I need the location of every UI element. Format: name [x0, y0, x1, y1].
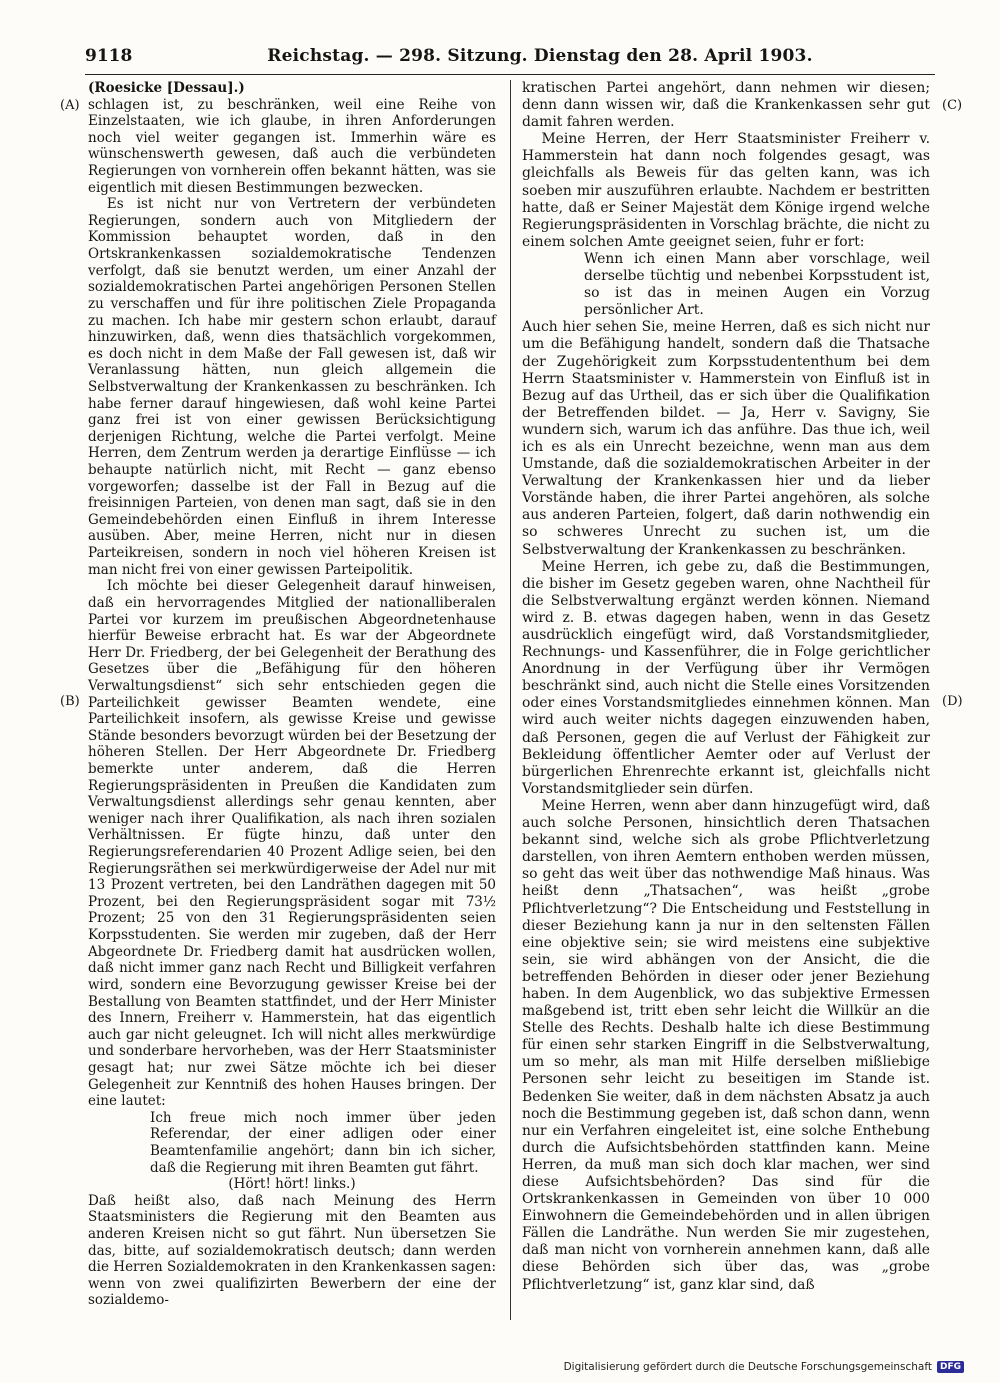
- right-paragraph-2: Meine Herren, der Herr Staatsminister Freiherr v. Hammerstein hat dann noch folgendes gesagt, was gleichfalls als Beweis für das gelten kann, was ich soeben mir auszuführen erlaubte. Nachdem er bestritten hatte, daß er Seiner Majestät dem Könige irgend welche Regierungspräsidenten in Vorschlag brächte, die nicht zu einem solchen Amte geeignet seien, fuhr er fort:: [522, 131, 930, 250]
- margin-mark-c: (C): [942, 98, 963, 113]
- footer: [564, 1361, 964, 1373]
- left-paragraph-1: schlagen ist, zu beschränken, weil eine Reihe von Einzelstaaten, wie ich glaube, in ihren Anforderungen noch viel weiter gegangen ist. Immerhin wäre es wünschenswerth gewesen, daß auch die verbündeten Regierungen von vornherein offen bekannt hätten, was sie eigentlich mit diesen Bestimmungen bezwecken.: [88, 96, 496, 196]
- left-column: [88, 80, 496, 1309]
- margin-mark-a: (A): [60, 98, 80, 113]
- page-header: [85, 46, 935, 72]
- column-divider: [510, 80, 511, 1320]
- right-paragraph-5: Meine Herren, wenn aber dann hinzugefügt wird, daß auch solche Personen, hinsichtlich deren Thatsachen bekannt sind, welche sich als grobe Pflichtverletzung darstellen, von ihren Aemtern enthoben werden müssen, so geht das weit über das nothwendige Maß hinaus. Was heißt denn „Thatsachen“, was heißt „grobe Pflichtverletzung“? Die Entscheidung und Feststellung in dieser Beziehung kann ja nur in den seltensten Fällen eine objektive sein; sie wird meistens eine subjektive sein, sie wird abhängen von der Ansicht, die die betreffenden Behörden in dieser oder jener Beziehung haben. In dem Augenblick, wo das subjektive Ermessen maßgebend ist, tritt eben sehr leicht die Willkür an die Stelle des Rechts. Deshalb halte ich diese Bestimmung für einen sehr starken Eingriff in die Selbstverwaltung, um so mehr, als man mit Hilfe derselben mißliebige Personen sehr leicht zu beseitigen im Stande ist. Bedenken Sie weiter, daß in dem nächsten Absatz ja auch noch die Bestimmung gegeben ist, daß schon dann, wenn nur ein Verfahren eingeleitet ist, eine solche Enthebung durch die Aufsichtsbehörden stattfinden kann. Meine Herren, da muß man sich doch klar machen, wer sind diese Aufsichtsbehörden? Das sind für die Ortskrankenkassen in Gemeinden von über 10 000 Einwohnern die Gemeindebehörden und in allen übrigen Fällen die Landräthe. Nun werden Sie mir zugestehen, daß man nicht von vornherein annehmen kann, daß alle diese Behörden sich über das, was „grobe Pflichtverletzung“ ist, ganz klar sind, daß: [522, 797, 930, 1293]
- speaker-label: (Roesicke [Dessau].): [88, 80, 245, 96]
- footer-text: Digitalisierung gefördert durch die Deutsche Forschungsgemeinschaft: [563, 1361, 932, 1373]
- interjection: (Hört! hört! links.): [228, 1176, 356, 1193]
- right-paragraph-4: Meine Herren, ich gebe zu, daß die Bestimmungen, die bisher im Gesetz gegeben waren, ohne Nachtheil für die Selbstverwaltung ergänzt werden können. Niemand wird z. B. etwas dagegen haben, wenn in das Gesetz ausdrücklich eingefügt wird, daß Vorstandsmitglieder, Rechnungs- und Kassenführer, die in Folge gerichtlicher Anordnung in der Verfügung über ihr Vermögen beschränkt sind, auch nicht die Stelle eines Vorsitzenden oder eines Vorstandsmitgliedes einnehmen können. Man wird auch weiter nichts dagegen einzuwenden haben, daß Personen, gegen die auf Verlust der Fähigkeit zur Bekleidung öffentlicher Aemter oder auf Verlust der bürgerlichen Ehrenrechte erkannt ist, gleichfalls nicht Vorstandsmitglieder sein dürfen.: [522, 558, 930, 797]
- margin-mark-d: (D): [942, 694, 963, 709]
- left-paragraph-2: Es ist nicht nur von Vertretern der verbündeten Regierungen, sondern auch von Mitgliedern der Kommission behauptet worden, daß in den Ortskrankenkassen sozialdemokratische Tendenzen verfolgt, daß sie benutzt werden, um einer Anzahl der sozialdemokratischen Partei angehörigen Personen Stellen zu verschaffen und für ihre politischen Ziele Propaganda zu machen. Ich habe mir gestern schon erlaubt, darauf hinzuwirken, daß, wenn dies thatsächlich vorgekommen, es doch nicht in dem Maße der Fall gewesen ist, daß wir Veranlassung hätten, nun gleich allgemein die Selbstverwaltung der Krankenkassen zu beschränken. Ich habe ferner darauf hingewiesen, daß wohl keine Partei ganz frei ist von einer gewissen Berücksichtigung derjenigen Richtung, welche die Partei verfolgt. Meine Herren, dem Zentrum werden ja derartige Einflüsse — ich behaupte natürlich nicht, mit Recht — ganz ebenso vorgeworfen; dasselbe ist der Fall in Bezug auf die freisinnigen Parteien, von denen man sagt, daß sie in den Gemeindebehörden einen Einfluß in ihrem Interesse ausüben. Aber, meine Herren, nicht nur in diesen Parteikreisen, sondern in noch viel höheren Kreisen ist man nicht frei von einer gewissen Parteipolitik.: [88, 196, 496, 578]
- left-paragraph-4: Daß heißt also, daß nach Meinung des Herrn Staatsministers die Regierung mit den Beamten aus anderen Kreisen nicht so gut fährt. Nun übersetzen Sie das, bitte, auf sozialdemokratisch deutsch; dann werden die Herren Sozialdemokraten in den Krankenkassen sagen: wenn von zwei qualifizirten Bewerbern der eine der sozialdemo-: [88, 1192, 496, 1309]
- dfg-logo: DFG: [937, 1361, 964, 1373]
- header-rule: [85, 74, 935, 75]
- left-paragraph-3: Ich möchte bei dieser Gelegenheit darauf hinweisen, daß ein hervorragendes Mitglied der nationalliberalen Partei vor kurzem im preußischen Abgeordnetenhause hierfür Beweise erbracht hat. Es war der Abgeordnete Herr Dr. Friedberg, der bei Gelegenheit der Berathung des Gesetzes über die „Befähigung für den höheren Verwaltungsdienst“ sich sehr entschieden gegen die Parteilichkeit gewisser Beamten wendete, eine Parteilichkeit insofern, als gewisse Kreise und gewisse Stände besonders bevorzugt würden bei der Besetzung der höheren Stellen. Der Herr Abgeordnete Dr. Friedberg bemerkte unter anderem, daß die Herren Regierungspräsidenten in Preußen die Kandidaten zum Verwaltungsdienst allerdings sehr genau kennten, aber weniger nach ihrer Qualifikation, als nach ihren sozialen Verhältnissen. Er fügte hinzu, daß unter den Regierungsreferendarien 40 Prozent Adlige seien, bei den Regierungsräthen sei merkwürdigerweise der Adel nur mit 13 Prozent vertreten, bei den Landräthen dagegen mit 50 Prozent, bei den Regierungspräsident sogar mit 73½ Prozent; 25 von den 31 Regierungspräsidenten seien Korpsstudenten. Sie werden mir zugeben, daß der Herr Abgeordnete Dr. Friedberg damit hat ausdrücken wollen, daß nicht immer ganz nach Recht und Billigkeit verfahren wird, sondern eine Bevorzugung gewisser Kreise bei der Bestallung von Beamten stattfindet, und der Herr Minister des Innern, Freiherr v. Hammerstein, hat das eigentlich auch gar nicht geleugnet. Ich will nicht alles merkwürdige und sonderbare hervorheben, was der Herr Staatsminister gesagt hat; nur zwei Sätze möchte ich bei dieser Gelegenheit zur Kenntniß des hohen Hauses bringen. Der eine lautet:: [88, 578, 496, 1110]
- margin-mark-b: (B): [60, 694, 80, 709]
- left-quote: Ich freue mich noch immer über jeden Referendar, der einer adligen oder einer Beamtenfamilie angehört; dann bin ich sicher, daß die Regierung mit ihren Beamten gut fährt.: [150, 1109, 496, 1176]
- right-paragraph-1: kratischen Partei angehört, dann nehmen wir diesen; denn dann wissen wir, daß die Krankenkassen sehr gut damit fahren werden.: [522, 80, 930, 131]
- right-paragraph-3: Auch hier sehen Sie, meine Herren, daß es sich nicht nur um die Befähigung handelt, sondern daß die Thatsache der Zugehörigkeit zum Korpsstudententhum bei dem Herrn Staatsminister v. Hammerstein von Einfluß ist in Bezug auf das Urtheil, das er sich über die Qualifikation der Betreffenden bildet. — Ja, Herr v. Savigny, Sie wundern sich, warum ich das anführe. Das thue ich, weil ich es als ein Unrecht bezeichne, wenn man aus dem Umstande, daß die sozialdemokratischen Arbeiter in der Verwaltung der Krankenkassen hier und da lieber Vorstände haben, die ihrer Partei angehören, als solche aus anderen Parteien, folgert, daß darin nothwendig ein so schweres Unrecht zu suchen ist, um die Selbstverwaltung der Krankenkassen zu beschränken.: [522, 319, 930, 558]
- right-column: [522, 80, 930, 1294]
- page-number: 9118: [85, 46, 133, 66]
- right-quote: Wenn ich einen Mann aber vorschlage, weil derselbe tüchtig und nebenbei Korpsstudent ist, so ist das in meinen Augen ein Vorzug persönlicher Art.: [584, 250, 930, 319]
- running-head: Reichstag. — 298. Sitzung. Dienstag den 28. April 1903.: [267, 46, 813, 66]
